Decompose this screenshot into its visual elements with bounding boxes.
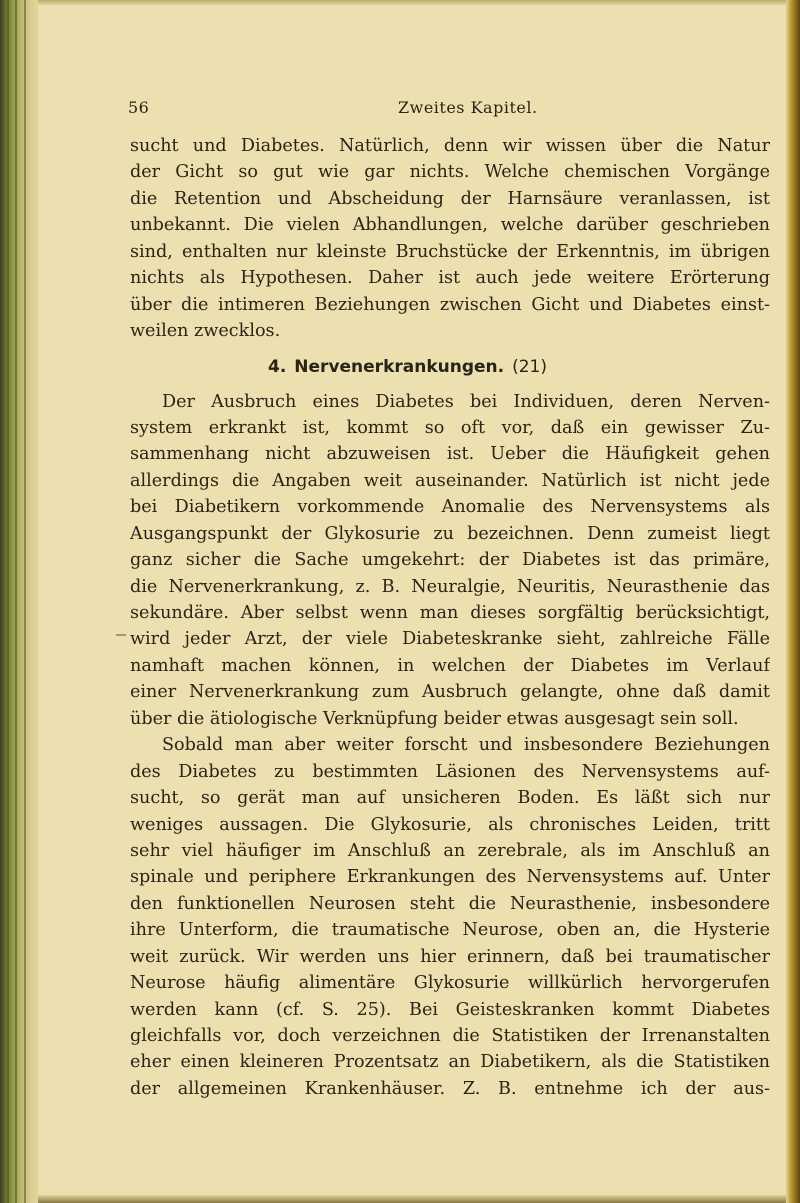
section-number: 4. xyxy=(268,356,287,377)
text-line: ihre Unterform, die traumatische Neurose, oben an, die Hysterie xyxy=(130,920,770,941)
text-line: Der Ausbruch eines Diabetes bei Individuen, deren Nerven- xyxy=(162,391,770,412)
text-line: wird jeder Arzt, der viele Diabeteskranke sieht, zahlreiche Fälle xyxy=(130,629,770,650)
page-bottom-edge xyxy=(38,1195,786,1203)
paragraph xyxy=(130,133,770,345)
margin-mark xyxy=(116,634,126,636)
text-line: über die intimeren Beziehungen zwischen Gicht und Diabetes einst- xyxy=(130,294,770,315)
gutter-line xyxy=(15,0,17,1203)
chapter-title: Zweites Kapitel. xyxy=(398,98,538,117)
page-number: 56 xyxy=(128,98,150,117)
text-line: sucht und Diabetes. Natürlich, denn wir wissen über die Natur xyxy=(130,136,770,156)
binding-gutter xyxy=(0,0,38,1203)
section-heading xyxy=(130,345,770,389)
text-line: den funktionellen Neurosen steht die Neurasthenie, insbesondere xyxy=(130,893,770,914)
text-line: weit zurück. Wir werden uns hier erinnern, daß bei traumatischer xyxy=(130,946,770,967)
text-line: weniges aussagen. Die Glykosurie, als chronisches Leiden, tritt xyxy=(130,814,770,835)
gutter-line xyxy=(24,0,26,1203)
paragraph xyxy=(130,389,770,733)
text-line: Sobald man aber weiter forscht und insbesondere Beziehungen xyxy=(162,735,770,756)
text-line: die Retention und Abscheidung der Harnsäure veranlassen, ist xyxy=(130,188,770,209)
paragraph xyxy=(130,732,770,1102)
text-line: der allgemeinen Krankenhäuser. Z. B. entnehme ich der aus- xyxy=(130,1078,770,1099)
page-right-edge xyxy=(786,0,800,1203)
text-line: des Diabetes zu bestimmten Läsionen des Nervensystems auf- xyxy=(130,761,770,782)
text-line: namhaft machen können, in welchen der Diabetes im Verlauf xyxy=(130,655,770,676)
text-line: über die ätiologische Verknüpfung beider etwas ausgesagt sein soll. xyxy=(130,708,739,729)
text-line: bei Diabetikern vorkommende Anomalie des Nervensystems als xyxy=(130,497,770,518)
section-title: Nervenerkrankungen. xyxy=(294,356,505,377)
text-line: sekundäre. Aber selbst wenn man dieses sorgfältig berücksichtigt, xyxy=(130,603,770,623)
text-line: eher einen kleineren Prozentsatz an Diabetikern, als die Statistiken xyxy=(130,1052,770,1073)
gutter-line xyxy=(7,0,9,1203)
text-line: spinale und periphere Erkrankungen des Nervensystems auf. Unter xyxy=(130,867,770,888)
body-text xyxy=(130,133,770,1102)
text-line: die Nervenerkrankung, z. B. Neuralgie, Neuritis, Neurasthenie das xyxy=(130,576,770,597)
text-line: gleichfalls vor, doch verzeichnen die Statistiken der Irrenanstalten xyxy=(130,1026,770,1046)
text-line: Neurose häufig alimentäre Glykosurie willkürlich hervorgerufen xyxy=(130,973,770,994)
text-line: sehr viel häufiger im Anschluß an zerebrale, als im Anschluß an xyxy=(130,840,770,861)
text-line: unbekannt. Die vielen Abhandlungen, welche darüber geschrieben xyxy=(130,215,770,236)
text-line: weilen zwecklos. xyxy=(130,321,281,342)
text-line: sucht, so gerät man auf unsicheren Boden. Es läßt sich nur xyxy=(130,788,770,809)
running-head xyxy=(128,98,768,122)
text-line: ganz sicher die Sache umgekehrt: der Diabetes ist das primäre, xyxy=(130,550,770,571)
text-line: werden kann (cf. S. 25). Bei Geisteskranken kommt Diabetes xyxy=(130,999,770,1020)
text-line: allerdings die Angaben weit auseinander. Natürlich ist nicht jede xyxy=(130,470,770,491)
text-line: sammenhang nicht abzuweisen ist. Ueber die Häufigkeit gehen xyxy=(130,444,770,465)
text-line: sind, enthalten nur kleinste Bruchstücke der Erkenntnis, im übrigen xyxy=(130,241,770,262)
text-line: system erkrankt ist, kommt so oft vor, daß ein gewisser Zu- xyxy=(130,417,770,438)
text-line: nichts als Hypothesen. Daher ist auch jede weitere Erörterung xyxy=(130,268,770,289)
page-top-edge xyxy=(38,0,786,6)
section-reference: (21) xyxy=(512,356,548,377)
text-line: einer Nervenerkrankung zum Ausbruch gelangte, ohne daß damit xyxy=(130,682,770,703)
text-line: der Gicht so gut wie gar nichts. Welche chemischen Vorgänge xyxy=(130,162,770,183)
text-line: Ausgangspunkt der Glykosurie zu bezeichnen. Denn zumeist liegt xyxy=(130,523,770,544)
